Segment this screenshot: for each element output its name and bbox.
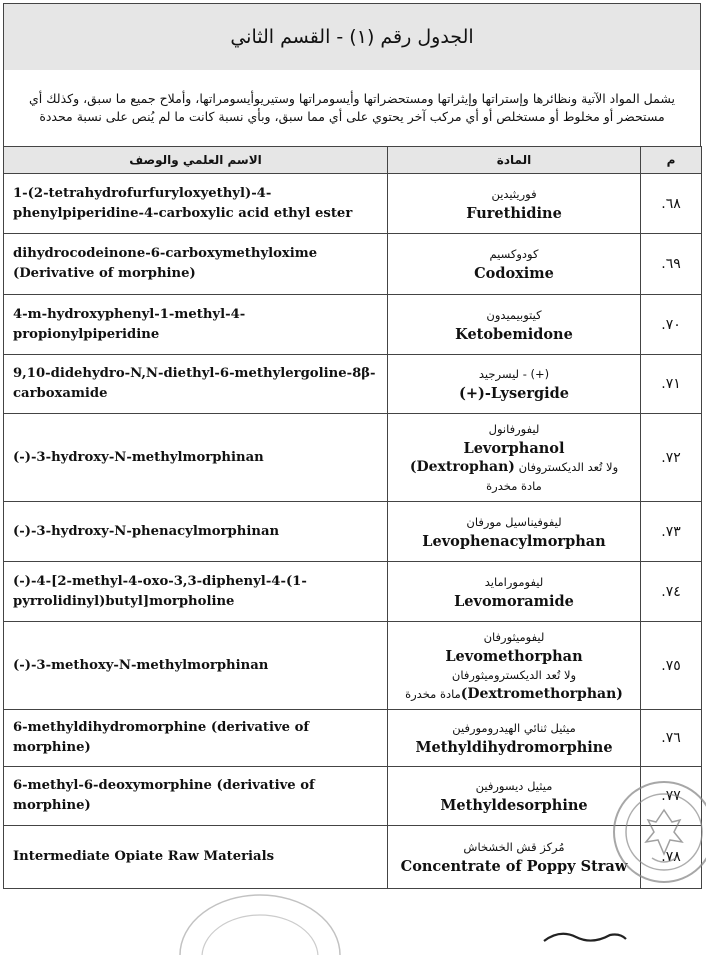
table-row [4,622,702,710]
header-description: الاسم العلمي والوصف [4,147,388,174]
table-row [4,234,702,295]
row-substance [388,295,641,355]
row-substance [388,826,641,889]
substance-arabic: ميثيل ديسورفين [475,779,553,793]
substance-note-tail [388,685,640,704]
substance-english: Methyldesorphine [440,797,588,814]
substance-english: Concentrate of Poppy Straw [400,858,628,875]
row-number: .٦٨ [641,174,702,234]
page-title: الجدول رقم (١) - القسم الثاني [230,26,474,48]
row-substance [388,622,641,710]
substance-english: Furethidine [466,204,562,222]
row-number: .٧٢ [641,414,702,502]
substance-english: Codoxime [474,265,554,282]
note-text: مادة مخدرة [405,686,461,701]
official-seal-icon [606,770,706,910]
row-substance [388,562,641,622]
substance-english: Levomoramide [454,592,574,610]
substance-note-tail: مادة مخدرة [486,478,542,493]
row-number: .٦٩ [641,234,702,295]
substance-arabic: ليفومورامايد [484,574,544,589]
table-header-row [4,147,702,174]
row-description: 9,10-didehydro-N,N-diethyl-6-methylergoline-8β-carboxamide [4,355,388,414]
header-substance: المادة [388,147,641,174]
header-number: م [641,147,702,174]
substance-arabic: ميثيل ثنائي الهيدرومورفين [452,721,576,735]
row-number: .٧٠ [641,295,702,355]
substance-arabic: ليفوميثورفان [483,629,545,644]
row-substance [388,710,641,767]
table-row [4,767,702,826]
row-description: 1-(2-tetrahydrofurfuryloxyethyl)-4-phenylpiperidine-4-carboxylic acid ethyl ester [4,174,388,234]
substance-arabic: ليفوفيناسيل مورفان [466,514,562,529]
row-description: 6-methyl-6-deoxymorphine (derivative of morphine) [4,767,388,826]
row-description: Intermediate Opiate Raw Materials [4,826,388,889]
table-row [4,414,702,502]
row-description: (-)-3-methoxy-N-methylmorphinan [4,622,388,710]
substance-arabic: كيتوبيميدون [486,307,542,322]
row-substance [388,414,641,502]
table-row [4,355,702,414]
row-substance [388,234,641,295]
note-text: ولا تُعد الديكستروفان [518,459,619,474]
intro-box [3,70,701,147]
substance-note [388,458,640,477]
substance-arabic: فوريثيدين [491,186,537,201]
row-description: (-)-4-[2-methyl-4-oxo-3,3-diphenyl-4-(1-pyrrolidinyl)butyl]morpholine [4,562,388,622]
substance-english: Methyldihydromorphine [415,739,613,756]
row-number: .٧٥ [641,622,702,710]
table-row [4,826,702,889]
title-box [3,3,701,71]
substance-arabic: مُركز قش الخشخاش [463,840,565,854]
row-substance [388,355,641,414]
intro-text: يشمل المواد الآتية ونظائرها وإستراتها وإيثراتها ومستحضراتها وأيسومراتها وستيريوأيسومراتها، وأملاح جميع ما سبق، وكذلك أي مستحضر أو مخلوط أو مستخلص أو أي مركب آخر يحتوي على أي مما سبق، وبأي نسبة كانت ما لم يُنص على نسبة محددة [29,91,675,124]
signature-icon [540,925,630,945]
row-description: 6-methyldihydromorphine (derivative of morphine) [4,710,388,767]
substances-table [3,146,702,889]
row-number: .٧٤ [641,562,702,622]
row-number: .٧٣ [641,502,702,562]
table-row [4,174,702,234]
row-number: .٧٨ [641,826,702,889]
substance-english: Ketobemidone [455,325,573,343]
row-substance [388,767,641,826]
row-number: .٧١ [641,355,702,414]
substance-arabic: كودوكسيم [489,247,539,261]
substance-note: ولا تُعد الديكستروميثورفان [451,667,577,682]
substance-arabic: ليفورفانول [488,421,540,436]
table-row [4,710,702,767]
row-description: (-)-3-hydroxy-N-phenacylmorphinan [4,502,388,562]
table-row [4,562,702,622]
document-page [3,3,701,941]
row-description: 4-m-hydroxyphenyl-1-methyl-4-propionylpiperidine [4,295,388,355]
row-number: .٧٧ [641,767,702,826]
substance-arabic: (+) - ليسرجيد [478,367,550,381]
note-english: (Dextromethorphan) [460,685,623,702]
table-row [4,502,702,562]
note-english: (Dextrophan) [409,458,515,475]
row-description: dihydrocodeinone-6-carboxymethyloxime (Derivative of morphine) [4,234,388,295]
substance-english: Levomethorphan [445,647,583,665]
row-substance [388,502,641,562]
substance-english: Levophenacylmorphan [422,532,606,550]
row-number: .٧٦ [641,710,702,767]
bottom-stamp-icon [175,885,345,955]
substance-english: Levorphanol [463,439,565,457]
row-description: (-)-3-hydroxy-N-methylmorphinan [4,414,388,502]
substance-english: (+)-Lysergide [458,385,570,402]
table-row [4,295,702,355]
row-substance [388,174,641,234]
